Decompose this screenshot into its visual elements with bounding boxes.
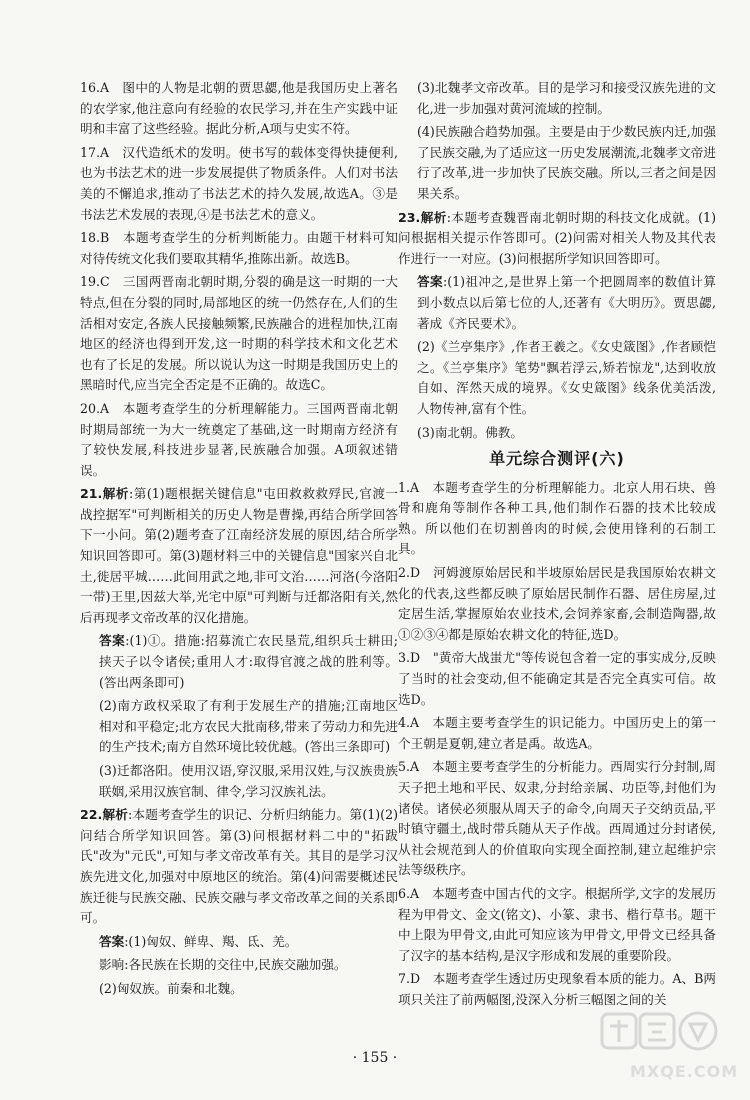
answer-19: 19.C 三国两晋南北朝时期,分裂的确是这一时期的一大特点,但在分裂的同时,局部地区的统一仍然存在,人们的生活相对安定,各族人民接触频繁,民族融合的进程加快,江南地区的经济也得到开发,这一时期的科学技术和文化艺术也有了长足的发展。所以说认为这一时期是我国历史上的黑暗时代,应当完全否定是不正确的。故选C。 <box>80 274 398 393</box>
page-number: · 155 · <box>352 1050 398 1066</box>
test-answer-4: 4.A 本题主要考查学生的识记能力。中国历史上的第一个王朝是夏朝,建立者是禹。故选A。 <box>398 715 716 751</box>
answer-23-key-3: (3)南北朝。佛教。 <box>417 424 523 440</box>
answer-21-key-3: (3)迁都洛阳。使用汉语,穿汉服,采用汉姓,与汉族贵族联姻,采用汉族官制、律令,学习汉族礼法。 <box>99 763 398 799</box>
answer-21-key-1 <box>80 631 398 693</box>
answer-label: 答案 <box>417 274 443 290</box>
answer-21-key-2: (2)南方政权采取了有利于发展生产的措施;江南地区相对和平稳定;北方农民大批南移,带来了劳动力和先进的生产技术;南方自然环境比较优越。(答出三条即可) <box>99 698 398 755</box>
answer-17: 17.A 汉代造纸术的发明。使书写的载体变得快捷便利,也为书法艺术的进一步发展提供了物质条件。人们对书法美的不懈追求,推动了书法艺术的持久发展,故选A。③是书法艺术发展的表现,④是书法艺术的意义。 <box>80 144 398 222</box>
answer-20: 20.A 本题考查学生的分析理解能力。三国两晋南北朝时期局部统一为大一统奠定了基础,这一时期南方经济有了较快发展,科技进步显著,民族融合加强。A项叙述错误。 <box>80 400 398 478</box>
test-answer-1: 1.A 本题考查学生的分析理解能力。北京人用石块、兽骨和鹿角等制作各种工具,他们制作石器的技术比较成熟。所以他们在切割兽肉的时候,会使用锋利的石制工具。 <box>398 479 716 557</box>
analysis-text: :本题考查学生的识记、分析归纳能力。第(1)(2)问结合所学知识回答。第(3)问根据材料二中的"拓跋氏"改为"元氏",可知与孝文帝改革有关。其目的是学习汉族先进文化,加强对中原地区的统治。第(4)问需要概述民族迁徙与民族交融、民族交融与孝文帝改革之间的关系即可。 <box>80 807 399 926</box>
answer-23-key-1 <box>398 272 716 334</box>
left-column <box>80 78 398 1003</box>
answer-22-analysis <box>80 805 398 929</box>
test-answer-3: 3.D "黄帝大战蚩尤"等传说包含着一定的事实成分,反映了当时的社会变动,但不能确定其是否完全真实可信。故选D。 <box>398 650 716 707</box>
test-answer-5: 5.A 本题主要考查学生的分析能力。西周实行分封制,周天子把土地和平民、奴隶,分封给亲属、功臣等,封他们为诸侯。诸侯必须服从周天子的命令,向周天子交纳贡品,平时镇守疆土,战时带兵随从天子作战。西周通过分封诸侯,从社会规范到人的价值取向实现全面控制,建立起维护宗法等级秩序。 <box>398 759 716 878</box>
watermark-logo <box>582 1010 739 1090</box>
test-answer-2: 2.D 河姆渡原始居民和半坡原始居民是我国原始农耕文化的代表,这些都反映了原始居民制作石器、居住房屋,过定居生活,掌握原始农业技术,会饲养家畜,会制造陶器,故①②③④都是原始农耕文化的特征,选D。 <box>398 565 716 642</box>
answer-text: :(1)祖冲之,是世界上第一个把圆周率的数值计算到小数点以后第七位的人,还著有《大明历》。贾思勰,著成《齐民要术》。 <box>417 274 717 331</box>
analysis-text: :第(1)题根据关键信息"屯田救救救殍民,官渡一战控据军"可判断相关的历史人物是曹操,再结合所学回答下一小问。第(2)题考查了江南经济发展的原因,结合所学知识回答即可。第(3)题材料三中的关键信息"国家兴自北土,徙居平城……此间用武之地,非可文治……河洛(今洛阳一带)王里,因兹大举,光宅中原"可判断与迁都洛阳有关,然后再现孝文帝改革的汉化措施。 <box>80 486 398 625</box>
section-title: 单元综合测评(六) <box>489 449 625 469</box>
answer-22-key-4: (3)北魏孝文帝改革。目的是学习和接受汉族先进的文化,进一步加强对黄河流域的控制。 <box>417 80 716 116</box>
answer-22-key-3: (2)匈奴族。前秦和北魏。 <box>99 980 243 996</box>
answer-label: 答案 <box>99 633 126 649</box>
answer-22-key-2: 影响:各民族在长期的交往中,民族交融加强。 <box>99 957 347 973</box>
answer-text: :(1)匈奴、鲜卑、羯、氐、羌。 <box>124 933 298 949</box>
answer-23-analysis <box>398 208 716 270</box>
answer-21-analysis <box>80 484 398 628</box>
analysis-text: :本题考查魏晋南北朝时期的科技文化成就。(1)问根据相关提示作答即可。(2)问需对相关人物及其代表作进行一一对应。(3)问根据所学知识回答即可。 <box>398 209 716 266</box>
answer-label: 答案 <box>99 933 125 949</box>
test-answer-6: 6.A 本题考查中国古代的文字。根据所学,文字的发展历程为甲骨文、金文(铭文)、小篆、隶书、楷行草书。题干中上限为甲骨文,由此可知应该为甲骨文,甲骨文已经具备了汉字的基本结构,是汉字形成和发展的重要阶段。 <box>398 885 716 963</box>
answer-22-key-1 <box>80 932 398 953</box>
test-answer-7: 7.D 本题考查学生透过历史现象看本质的能力。A、B两项只关注了前两幅图,没深入分析三幅图之间的关 <box>398 971 716 1007</box>
right-column <box>398 78 716 1014</box>
answer-22-key-5: (4)民族融合趋势加强。主要是由于少数民族内迁,加强了民族交融,为了适应这一历史发展潮流,北魏孝文帝进行了改革,进一步加快了民族交融。所以,三者之间是因果关系。 <box>417 124 716 201</box>
analysis-label: 21.解析 <box>80 486 129 502</box>
analysis-label: 23.解析 <box>398 209 447 225</box>
watermark-text: MXQE.COM <box>630 1062 739 1081</box>
analysis-label: 22.解析 <box>80 807 129 823</box>
answer-text: :(1)①。措施:招募流亡农民垦荒,组织兵士耕田;挟天子以令诸侯;重用人才:取得官渡之战的胜利等。(答出两条即可) <box>99 633 398 690</box>
answer-18: 18.B 本题考查学生的分析判断能力。由题干材料可知对待传统文化我们要取其精华,推陈出新。故选B。 <box>80 230 398 266</box>
answer-23-key-2: (2)《兰亭集序》,作者王羲之。《女史箴图》,作者顾恺之。《兰亭集序》笔势"飘若浮云,矫若惊龙",达到收放自如、浑然天成的境界。《女史箴图》线条优美活泼,人物传神,富有个性。 <box>417 339 716 416</box>
answer-16: 16.A 图中的人物是北朝的贾思勰,他是我国历史上著名的农学家,他注意向有经验的农民学习,并在生产实践中证明和丰富了这些经验。据此分析,A项与史实不符。 <box>80 80 398 137</box>
